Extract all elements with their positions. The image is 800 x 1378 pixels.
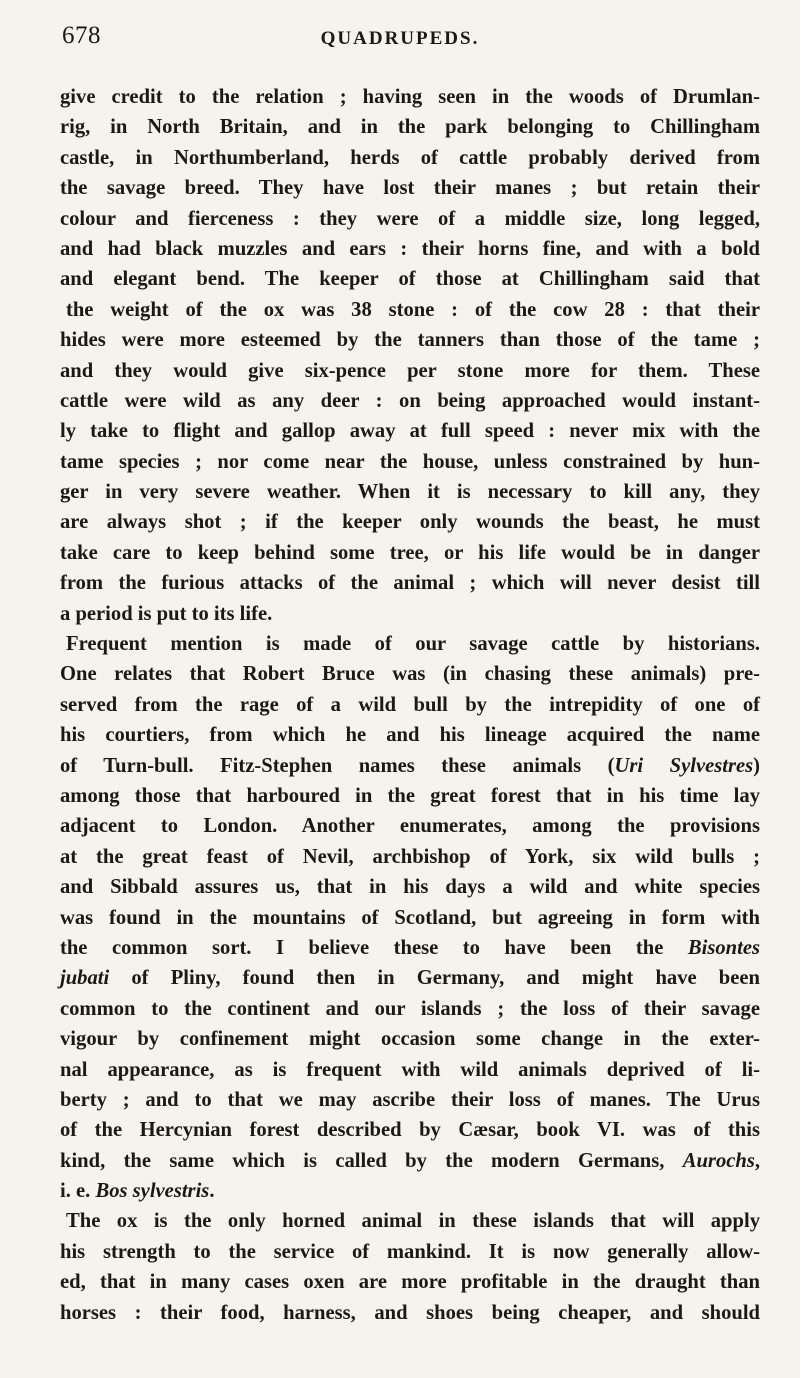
text-line: are always shot ; if the keeper only wounds the beast, he must bbox=[60, 511, 760, 534]
text-line: the weight of the ox was 38 stone : of the cow 28 : that their bbox=[66, 298, 760, 321]
text-line: castle, in Northumberland, herds of cattle probably derived from bbox=[60, 146, 760, 169]
text-line bbox=[60, 1146, 760, 1176]
text-line: of the Hercynian forest described by Cæsar, book VI. was of this bbox=[60, 1119, 760, 1142]
text-line: among those that harboured in the great forest that in his time lay bbox=[60, 784, 760, 807]
text-line: the savage breed. They have lost their manes ; but retain their bbox=[60, 177, 760, 200]
page-header bbox=[0, 22, 800, 62]
text-line: take care to keep behind some tree, or his life would be in danger bbox=[60, 541, 760, 564]
text-line: colour and fierceness : they were of a middle size, long legged, bbox=[60, 207, 760, 230]
text-line: berty ; and to that we may ascribe their loss of manes. The Urus bbox=[60, 1088, 760, 1111]
italic-term: Bisontes bbox=[687, 936, 760, 959]
italic-term: Aurochs bbox=[682, 1149, 755, 1172]
text-run: . bbox=[209, 1180, 215, 1203]
text-line: ly take to flight and gallop away at full speed : never mix with the bbox=[60, 420, 760, 443]
text-line bbox=[60, 933, 760, 963]
italic-term: Uri Sylvestres bbox=[614, 754, 754, 777]
text-line: rig, in North Britain, and in the park belonging to Chillingham bbox=[60, 116, 760, 139]
text-line: The ox is the only horned animal in these islands that will apply bbox=[66, 1210, 760, 1233]
text-line: horses : their food, harness, and shoes being cheaper, and should bbox=[60, 1301, 760, 1324]
text-line: and they would give six-pence per stone more for them. These bbox=[60, 359, 760, 382]
text-line: vigour by confinement might occasion some change in the exter- bbox=[60, 1028, 760, 1051]
text-line: at the great feast of Nevil, archbishop of York, six wild bulls ; bbox=[60, 845, 760, 868]
text-line: a period is put to its life. bbox=[60, 602, 273, 625]
text-line: ed, that in many cases oxen are more profitable in the draught than bbox=[60, 1271, 760, 1294]
italic-term: jubati bbox=[60, 967, 110, 990]
text-line: and had black muzzles and ears : their horns fine, and with a bold bbox=[60, 237, 760, 260]
running-head: QUADRUPEDS. bbox=[320, 28, 480, 49]
text-run: , bbox=[754, 1149, 760, 1172]
text-line: One relates that Robert Bruce was (in chasing these animals) pre- bbox=[60, 663, 760, 686]
text-line: was found in the mountains of Scotland, but agreeing in form with bbox=[60, 906, 760, 929]
text-line: adjacent to London. Another enumerates, among the provisions bbox=[60, 815, 760, 838]
text-run: ) bbox=[753, 754, 760, 777]
text-line: tame species ; nor come near the house, unless constrained by hun- bbox=[60, 450, 760, 473]
text-run: of Pliny, found then in Germany, and might have been bbox=[109, 967, 760, 990]
italic-term: Bos sylvestris bbox=[95, 1180, 210, 1203]
text-line: common to the continent and our islands ; the loss of their savage bbox=[60, 997, 760, 1020]
text-line bbox=[60, 751, 760, 781]
text-line: cattle were wild as any deer : on being approached would instant- bbox=[60, 389, 760, 412]
text-run: kind, the same which is called by the modern Germans, bbox=[60, 1149, 683, 1172]
body-text bbox=[60, 82, 760, 1328]
text-line: his strength to the service of mankind. It is now generally allow- bbox=[60, 1240, 760, 1263]
text-line: and elegant bend. The keeper of those at Chillingham said that bbox=[60, 268, 760, 291]
text-line: and Sibbald assures us, that in his days a wild and white species bbox=[60, 876, 760, 899]
text-line: Frequent mention is made of our savage cattle by historians. bbox=[66, 633, 760, 656]
text-line: from the furious attacks of the animal ; which will never desist till bbox=[60, 572, 760, 595]
text-line: give credit to the relation ; having seen in the woods of Drumlan- bbox=[60, 86, 760, 108]
text-run: i. e. bbox=[60, 1180, 96, 1203]
text-line bbox=[60, 1176, 760, 1206]
text-run: of Turn-bull. Fitz-Stephen names these animals ( bbox=[60, 754, 615, 777]
text-line: ger in very severe weather. When it is necessary to kill any, they bbox=[60, 481, 760, 504]
text-line: served from the rage of a wild bull by the intrepidity of one of bbox=[60, 693, 760, 716]
text-line: his courtiers, from which he and his lineage acquired the name bbox=[60, 724, 760, 747]
text-run: the common sort. I believe these to have been the bbox=[60, 936, 688, 959]
text-line: nal appearance, as is frequent with wild animals deprived of li- bbox=[60, 1058, 760, 1081]
text-line: hides were more esteemed by the tanners than those of the tame ; bbox=[60, 329, 760, 352]
text-line bbox=[60, 963, 760, 993]
page-number: 678 bbox=[62, 22, 101, 49]
